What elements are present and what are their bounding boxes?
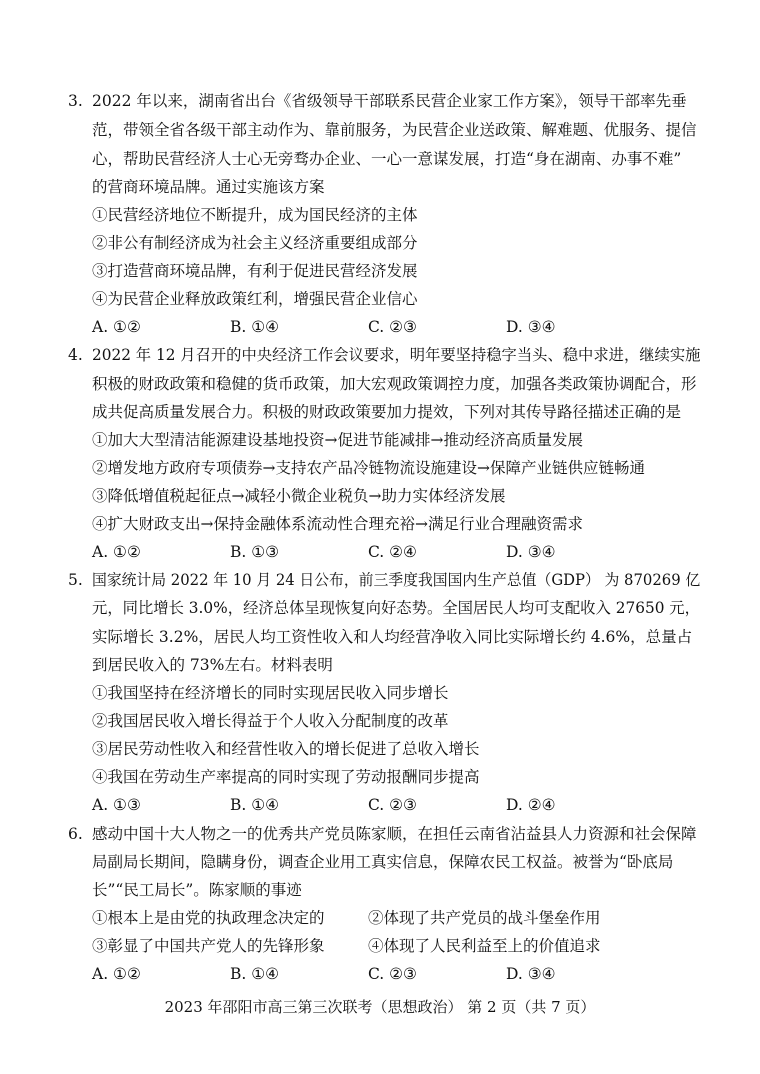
statement-1: ①民营经济地位不断提升，成为国民经济的主体: [92, 206, 418, 224]
choice-b: B. ①④: [230, 796, 280, 814]
question-text-line: 国家统计局 2022 年 10 月 24 日公布，前三季度我国国内生产总值（GDP） 为 870269 亿: [92, 571, 701, 589]
statement-1: ①加大大型清洁能源建设基地投资→促进节能减排→推动经济高质量发展: [92, 431, 583, 449]
choice-c: C. ②③: [368, 965, 417, 983]
choice-c: C. ②③: [368, 318, 417, 336]
choice-a: A. ①②: [92, 318, 141, 336]
statement-3: ③降低增值税起征点→减轻小微企业税负→助力实体经济发展: [92, 487, 506, 505]
statement-4: ④我国在劳动生产率提高的同时实现了劳动报酬同步提高: [92, 768, 480, 786]
statement-1: ①我国坚持在经济增长的同时实现居民收入同步增长: [92, 684, 449, 702]
question-text-line: 到居民收入的 73%左右。材料表明: [92, 656, 333, 674]
question-text-line: 2022 年 12 月召开的中央经济工作会议要求，明年要坚持稳字当头、稳中求进，继续实施: [92, 346, 701, 364]
question-text-line: 范，带领全省各级干部主动作为、靠前服务，为民营企业送政策、解难题、优服务、提信: [92, 121, 697, 139]
question-number: 6.: [68, 825, 83, 843]
choice-b: B. ①④: [230, 965, 280, 983]
question-text-line: 心，帮助民营经济人士心无旁骛办企业、一心一意谋发展，打造“身在湖南、办事不难”: [92, 150, 682, 168]
statement-2: ②我国居民收入增长得益于个人收入分配制度的改革: [92, 712, 449, 730]
choice-b: B. ①④: [230, 318, 280, 336]
choice-a: A. ①②: [92, 543, 141, 561]
question-text-line: 成共促高质量发展合力。积极的财政政策要加力提效，下列对其传导路径描述正确的是: [92, 403, 682, 421]
statement-3: ③居民劳动性收入和经营性收入的增长促进了总收入增长: [92, 740, 480, 758]
statement-4: ④为民营企业释放政策红利，增强民营企业信心: [92, 290, 418, 308]
statement-2: ②增发地方政府专项债券→支持农产品冷链物流设施建设→保障产业链供应链畅通: [92, 459, 645, 477]
question-text-line: 元，同比增长 3.0%，经济总体呈现恢复向好态势。全国居民人均可支配收入 27650 元，: [92, 599, 700, 617]
choice-a: A. ①③: [92, 796, 141, 814]
statement-1: ①根本上是由党的执政理念决定的: [92, 909, 325, 927]
question-number: 3.: [68, 92, 83, 110]
choice-d: D. ②④: [506, 796, 556, 814]
choice-b: B. ①③: [230, 543, 280, 561]
page-footer: 2023 年邵阳市高三第三次联考（思想政治） 第 2 页（共 7 页）: [164, 998, 596, 1016]
question-number: 4.: [68, 346, 83, 364]
question-text-line: 实际增长 3.2%，居民人均工资性收入和人均经营净收入同比实际增长约 4.6%，总量占: [92, 628, 693, 646]
statement-2: ②非公有制经济成为社会主义经济重要组成部分: [92, 234, 418, 252]
choice-a: A. ①②: [92, 965, 141, 983]
question-text-line: 局副局长期间，隐瞒身份，调查企业用工真实信息，保障农民工权益。被誉为“卧底局: [92, 853, 674, 871]
question-text-line: 感动中国十大人物之一的优秀共产党员陈家顺，在担任云南省沾益县人力资源和社会保障: [92, 825, 697, 843]
question-text-line: 积极的财政政策和稳健的货币政策，加大宏观政策调控力度，加强各类政策协调配合，形: [92, 375, 697, 393]
question-text-line: 长”“民工局长”。陈家顺的事迹: [92, 881, 302, 899]
statement-3: ③打造营商环境品牌，有利于促进民营经济发展: [92, 262, 418, 280]
statement-2: ②体现了共产党员的战斗堡垒作用: [368, 909, 601, 927]
question-text-line: 2022 年以来，湖南省出台《省级领导干部联系民营企业家工作方案》，领导干部率先垂: [92, 92, 687, 110]
choice-d: D. ③④: [506, 543, 556, 561]
choice-c: C. ②③: [368, 796, 417, 814]
question-text-line: 的营商环境品牌。通过实施该方案: [92, 178, 325, 196]
choice-d: D. ③④: [506, 318, 556, 336]
statement-4: ④体现了人民利益至上的价值追求: [368, 937, 601, 955]
choice-c: C. ②④: [368, 543, 417, 561]
choice-d: D. ③④: [506, 965, 556, 983]
statement-3: ③彰显了中国共产党人的先锋形象: [92, 937, 325, 955]
statement-4: ④扩大财政支出→保持金融体系流动性合理充裕→满足行业合理融资需求: [92, 515, 583, 533]
question-number: 5.: [68, 571, 83, 589]
